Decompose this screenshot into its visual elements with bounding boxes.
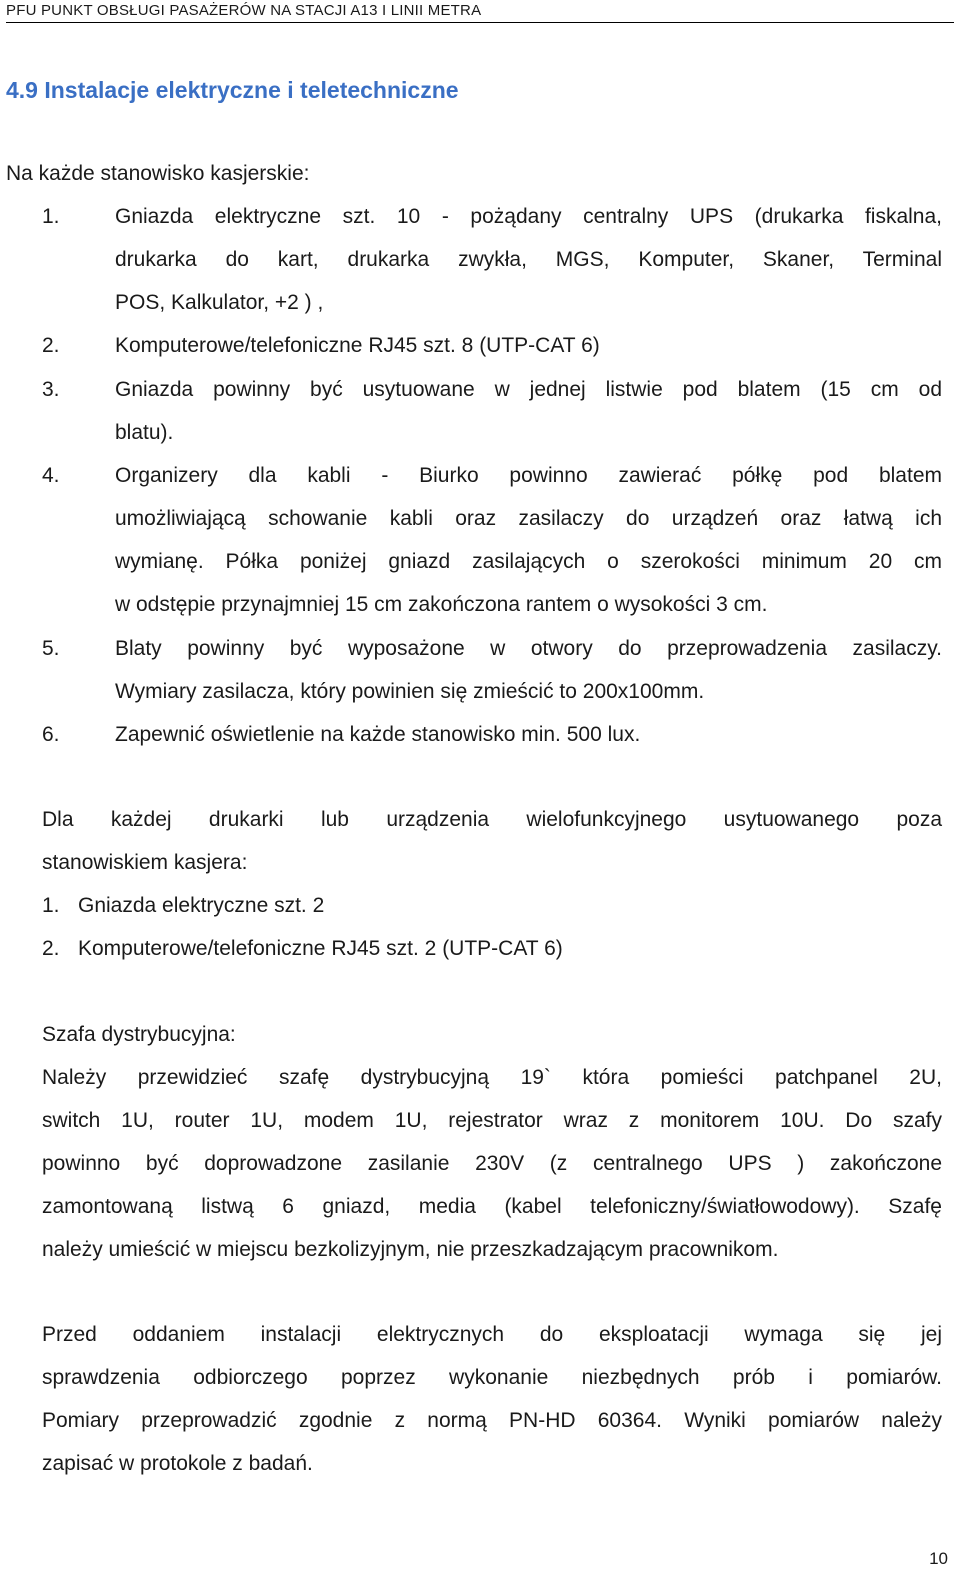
list-line: Gniazda elektryczne szt. 10 - pożądany centralny UPS (drukarka fiskalna, [115, 205, 942, 228]
paragraph-line: powinno być doprowadzone zasilanie 230V (z centralnego UPS ) zakończone [42, 1152, 942, 1175]
list-line: drukarka do kart, drukarka zwykła, MGS, Komputer, Skaner, Terminal [115, 248, 942, 271]
printer-paragraph [42, 798, 942, 884]
list-line: umożliwiającą schowanie kabli oraz zasilaczy do urządzeń oraz łatwą ich [115, 507, 942, 530]
closing-paragraph [42, 1313, 942, 1485]
list-number: 1. [42, 894, 60, 917]
list-number: 1. [42, 205, 60, 228]
list-line: Gniazda elektryczne szt. 2 [78, 894, 325, 917]
rack-title: Szafa dystrybucyjna: [42, 1023, 236, 1046]
rack-paragraph [42, 1056, 942, 1271]
list-line: Organizery dla kabli - Biurko powinno zawierać półkę pod blatem [115, 464, 942, 487]
list-number: 5. [42, 637, 60, 660]
list-line: wymianę. Półka poniżej gniazd zasilających o szerokości minimum 20 cm [115, 550, 942, 573]
paragraph-line: Dla każdej drukarki lub urządzenia wielofunkcyjnego usytuowanego poza [42, 808, 942, 831]
paragraph-line: sprawdzenia odbiorczego poprzez wykonanie niezbędnych prób i pomiarów. [42, 1366, 942, 1389]
list-number: 3. [42, 378, 60, 401]
paragraph-line: należy umieścić w miejscu bezkolizyjnym, nie przeszkadzającym pracownikom. [42, 1238, 779, 1261]
paragraph-line: stanowiskiem kasjera: [42, 851, 248, 874]
list-line: Zapewnić oświetlenie na każde stanowisko min. 500 lux. [115, 723, 641, 746]
paragraph-line: switch 1U, router 1U, modem 1U, rejestrator wraz z monitorem 10U. Do szafy [42, 1109, 942, 1132]
list-line: POS, Kalkulator, +2 ) , [115, 291, 324, 314]
paragraph-line: zamontowaną listwą 6 gniazd, media (kabel telefoniczny/światłowodowy). Szafę [42, 1195, 942, 1218]
page-number: 10 [929, 1549, 948, 1568]
list-line: blatu). [115, 421, 174, 444]
intro-text: Na każde stanowisko kasjerskie: [6, 162, 310, 185]
list-line: Komputerowe/telefoniczne RJ45 szt. 2 (UTP-CAT 6) [78, 937, 563, 960]
list-number: 2. [42, 937, 60, 960]
list-number: 4. [42, 464, 60, 487]
list-line: Wymiary zasilacza, który powinien się zmieścić to 200x100mm. [115, 680, 705, 703]
paragraph-line: Należy przewidzieć szafę dystrybucyjną 19` która pomieści patchpanel 2U, [42, 1066, 942, 1089]
section-heading: 4.9 Instalacje elektryczne i teletechniczne [6, 77, 459, 103]
list-line: w odstępie przynajmniej 15 cm zakończona rantem o wysokości 3 cm. [115, 593, 768, 616]
list-line: Gniazda powinny być usytuowane w jednej listwie pod blatem (15 cm od [115, 378, 942, 401]
paragraph-line: zapisać w protokole z badań. [42, 1452, 313, 1475]
list-line: Blaty powinny być wyposażone w otwory do przeprowadzenia zasilaczy. [115, 637, 942, 660]
page-header: PFU PUNKT OBSŁUGI PASAŻERÓW NA STACJI A13 I LINII METRA [6, 0, 954, 23]
list-number: 6. [42, 723, 60, 746]
paragraph-line: Przed oddaniem instalacji elektrycznych do eksploatacji wymaga się jej [42, 1323, 942, 1346]
list-line: Komputerowe/telefoniczne RJ45 szt. 8 (UTP-CAT 6) [115, 334, 600, 357]
list-number: 2. [42, 334, 60, 357]
paragraph-line: Pomiary przeprowadzić zgodnie z normą PN-HD 60364. Wyniki pomiarów należy [42, 1409, 942, 1432]
